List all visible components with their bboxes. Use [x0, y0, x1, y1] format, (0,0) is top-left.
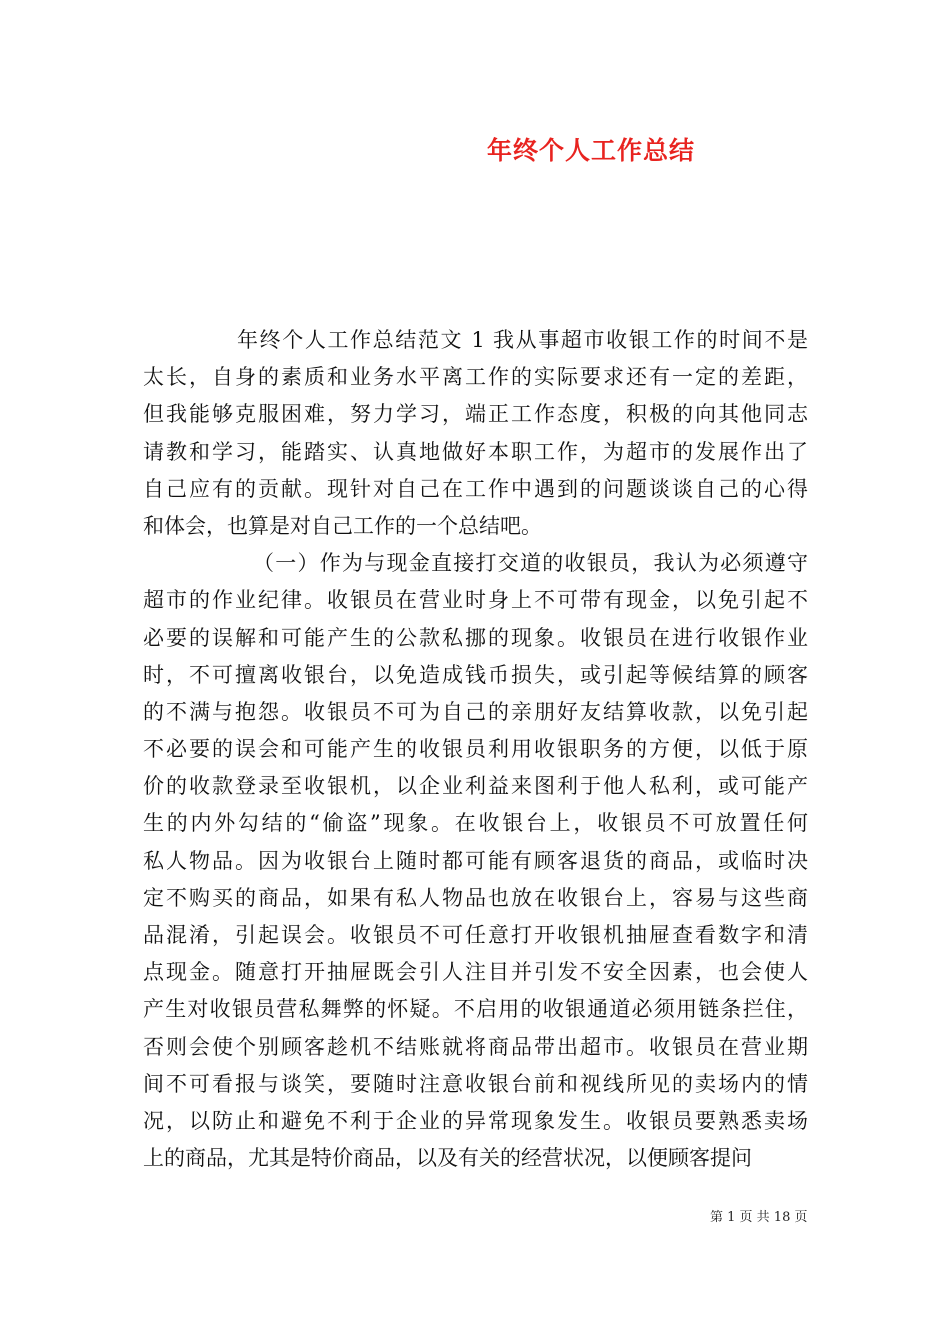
- text-line: 间不可看报与谈笑，要随时注意收银台前和视线所见的卖场内的情: [143, 1071, 808, 1096]
- text-line: 不必要的误会和可能产生的收银员利用收银职务的方便，以低于原: [143, 737, 808, 762]
- text-line: 年终个人工作总结范文 1 我从事超市收银工作的时间不是: [237, 328, 808, 352]
- text-line: 时，不可擅离收银台，以免造成钱币损失，或引起等候结算的顾客: [143, 662, 808, 687]
- text-line: 上的商品，尤其是特价商品，以及有关的经营状况，以便顾客提问: [143, 1146, 752, 1171]
- text-line: 超市的作业纪律。收银员在营业时身上不可带有现金，以免引起不: [143, 588, 808, 613]
- text-line: 太长，自身的素质和业务水平离工作的实际要求还有一定的差距，: [143, 365, 808, 390]
- paragraph-1: [143, 322, 808, 545]
- text-line: 和体会，也算是对自己工作的一个总结吧。: [143, 513, 542, 538]
- text-line: 请教和学习，能踏实、认真地做好本职工作，为超市的发展作出了: [143, 439, 808, 464]
- text-line: 但我能够克服困难，努力学习，端正工作态度，积极的向其他同志: [143, 402, 808, 427]
- page-footer: 第 1 页 共 18 页: [710, 1210, 808, 1225]
- text-line: 产生对收银员营私舞弊的怀疑。不启用的收银通道必须用链条拦住，: [143, 997, 808, 1022]
- text-line: 价的收款登录至收银机，以企业利益来图利于他人私利，或可能产: [143, 774, 808, 799]
- text-line: 定不购买的商品，如果有私人物品也放在收银台上，容易与这些商: [143, 885, 808, 910]
- text-line: 品混淆，引起误会。收银员不可任意打开收银机抽屉查看数字和清: [143, 923, 808, 947]
- text-line: 生的内外勾结的“偷盗”现象。在收银台上，收银员不可放置任何: [143, 811, 808, 836]
- text-line: （一）作为与现金直接打交道的收银员，我认为必须遵守: [253, 551, 808, 576]
- text-line: 否则会使个别顾客趁机不结账就将商品带出超市。收银员在营业期: [143, 1034, 808, 1059]
- document-body: [143, 322, 808, 1177]
- text-line: 点现金。随意打开抽屉既会引人注目并引发不安全因素，也会使人: [143, 960, 808, 985]
- paragraph-2: [143, 545, 808, 1177]
- document-title: 年终个人工作总结: [487, 136, 696, 165]
- text-line: 的不满与抱怨。收银员不可为自己的亲朋好友结算收款，以免引起: [143, 699, 808, 724]
- text-line: 自己应有的贡献。现针对自己在工作中遇到的问题谈谈自己的心得: [143, 476, 808, 501]
- text-line: 私人物品。因为收银台上随时都可能有顾客退货的商品，或临时决: [143, 848, 808, 873]
- text-line: 必要的误解和可能产生的公款私挪的现象。收银员在进行收银作业: [143, 625, 808, 650]
- text-line: 况，以防止和避免不利于企业的异常现象发生。收银员要熟悉卖场: [143, 1108, 808, 1133]
